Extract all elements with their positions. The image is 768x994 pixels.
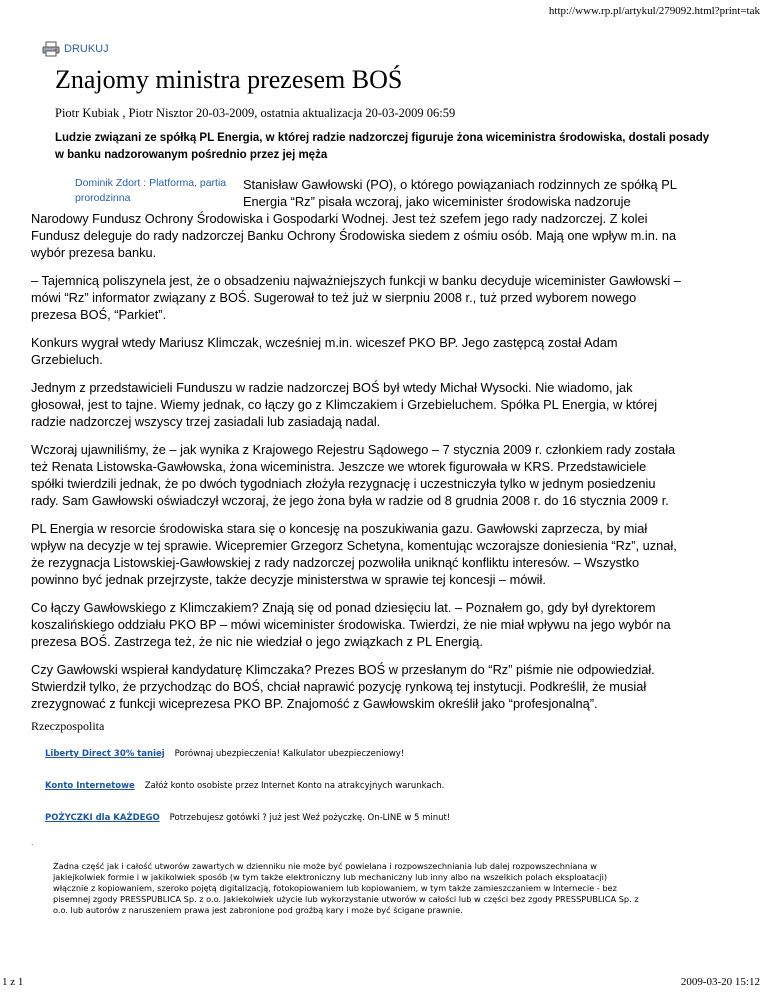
article-title: Znajomy ministra prezesem BOŚ: [55, 65, 403, 94]
copyright-notice: Żadna część jak i całość utworów zawartych w dzienniku nie może być powielana i rozpowszechniania lub dalej rozpowszechniana w jakiejkolwiek formie i w jakikolwiek sposób (w tym także elektroniczny lub mechaniczny lub inny albo na wszelkich polach eksploatacji) włącznie z kopiowaniem, szeroko pojętą digitalizacją, fotokopiowaniem lub kopiowaniem, w tym także zamieszczaniem w Internecie - bez pisemnej zgody PRESSPUBLICA Sp. z o.o. Jakiekolwiek użycie lub wykorzystanie utworów w całości lub w części bez zgody PRESSPUBLICA Sp. z o.o. lub autorów z naruszeniem prawa jest zabronione pod groźbą kary i może być ścigane prawnie.: [53, 861, 639, 915]
article-paragraph: Stanisław Gawłowski (PO), o którego powiązaniach rodzinnych ze spółką PL Energia “Rz” pisała wczoraj, jako wiceminister środowiska nadzoruje Narodowy Fundusz Ochrony Środowiska i Gospodarki Wodnej. Jest też szefem jego rady nadzorczej. Z kolei Fundusz deleguje do rady nadzorczej Banku Ochrony Środowiska siedem z ośmiu osób. Mają one wpływ m.in. na wybór prezesa banku.: [31, 177, 677, 260]
ad-text: Porównaj ubezpieczenia! Kalkulator ubezpieczeniowy!: [174, 749, 405, 759]
article-paragraph: PL Energia w resorcie środowiska stara się o koncesję na poszukiwania gazu. Gawłowski zaprzecza, by miał wpływ na decyzje w tej sprawie. Wicepremier Grzegorz Schetyna, komentując wczorajsze doniesienia “Rz”, uznał, że rezygnacja Listowskiej-Gawłowskiej z rady nadzorczej pozwoliła uniknąć konfliktu interesów. – Wszystko powinno być jednak przejrzyste, także decyzje ministerstwa w sprawie tej koncesji – mówił.: [31, 521, 677, 587]
printer-icon[interactable]: [42, 41, 60, 57]
article-paragraph: – Tajemnicą poliszynela jest, że o obsadzeniu najważniejszych funkcji w banku decyduje wiceminister Gawłowski – mówi “Rz” informator związany z BOŚ. Sugerował to też już w sierpniu 2008 r., tuż przed wyborem nowego prezesa BOŚ, “Parkiet”.: [31, 273, 681, 322]
article-paragraph: Co łączy Gawłowskiego z Klimczakiem? Znają się od ponad dziesięciu lat. – Poznałem go, gdy był dyrektorem koszalińskiego oddziału PKO BP – mówi wiceminister środowiska. Twierdzi, że nie miał wpływu na jego wybór na prezesa BOŚ. Zastrzega też, że nic nie wiedział o jego związkach z PL Energią.: [31, 600, 671, 649]
article-source: Rzeczpospolita: [31, 719, 105, 733]
separator-dot: .: [31, 837, 34, 847]
page-url: http://www.rp.pl/artykul/279092.html?print=tak: [548, 5, 760, 17]
ad-row: [45, 813, 715, 823]
article-paragraph: Jednym z przedstawicieli Funduszu w radzie nadzorczej BOŚ był wtedy Michał Wysocki. Nie wiadomo, jak głosował, jest to tajne. Wiemy jednak, co łączy go z Klimczakiem i Grzebieluchem. Spółka PL Energia, w której radzie nadzorczej wszyscy trzej zasiadali lub zasiadają nadal.: [31, 380, 658, 429]
ad-row: [45, 749, 715, 759]
article-paragraph: Konkurs wygrał wtedy Mariusz Klimczak, wcześniej m.in. wiceszef PKO BP. Jego zastępcą został Adam Grzebieluch.: [31, 335, 618, 367]
article-paragraph: Czy Gawłowski wspierał kandydaturę Klimczaka? Prezes BOŚ w przesłanym do “Rz” piśmie nie odpowiedział. Stwierdził tylko, że przychodząc do BOŚ, chciał naprawić pozycję rynkową tej instytucji. Podkreślił, że musiał zrezygnować z funkcji wiceprezesa PKO BP. Znajomość z Gawłowskim określił jako “profesjonalną”.: [31, 662, 655, 711]
ad-text: Załóż konto osobiste przez Internet Konto na atrakcyjnych warunkach.: [144, 781, 445, 791]
page-number: 1 z 1: [2, 976, 24, 988]
article-paragraph: Wczoraj ujawniliśmy, że – jak wynika z Krajowego Rejestru Sądowego – 7 stycznia 2009 r. członkiem rady została też Renata Listowska-Gawłowska, żona wiceministra. Jeszcze we wtorek figurowała w KRS. Przedstawiciele spółki twierdzili jednak, że po dwóch tygodniach złożyła rezygnację i uczestniczyła tylko w jednym posiedzeniu rady. Sam Gawłowski oświadczył wczoraj, że jego żona była w radzie od 8 grudnia 2008 r. do 16 stycznia 2009 r.: [31, 442, 676, 508]
ad-link[interactable]: Konto Internetowe: [45, 781, 135, 791]
print-row: [42, 38, 715, 60]
ad-link[interactable]: POŻYCZKI dla KAŻDEGO: [45, 813, 160, 823]
article-container: [31, 38, 715, 916]
print-link[interactable]: DRUKUJ: [64, 43, 109, 55]
photo-caption-link[interactable]: Dominik Zdort : Platforma, partia prorodzinna: [75, 177, 227, 204]
ad-link[interactable]: Liberty Direct 30% taniej: [45, 749, 165, 759]
article-byline: Piotr Kubiak , Piotr Nisztor 20-03-2009, ostatnia aktualizacja 20-03-2009 06:59: [55, 106, 456, 120]
article-body: [31, 176, 681, 712]
article-lead: Ludzie związani ze spółką PL Energia, w której radzie nadzorczej figuruje żona wiceministra środowiska, dostali posady w banku nadzorowanym pośrednio przez jej męża: [55, 132, 710, 161]
print-datetime: 2009-03-20 15:12: [680, 976, 760, 988]
sponsored-links: [45, 749, 715, 823]
ad-row: [45, 781, 715, 791]
ad-text: Potrzebujesz gotówki ? już jest Weź pożyczkę. On-LINE w 5 minut!: [169, 813, 451, 823]
